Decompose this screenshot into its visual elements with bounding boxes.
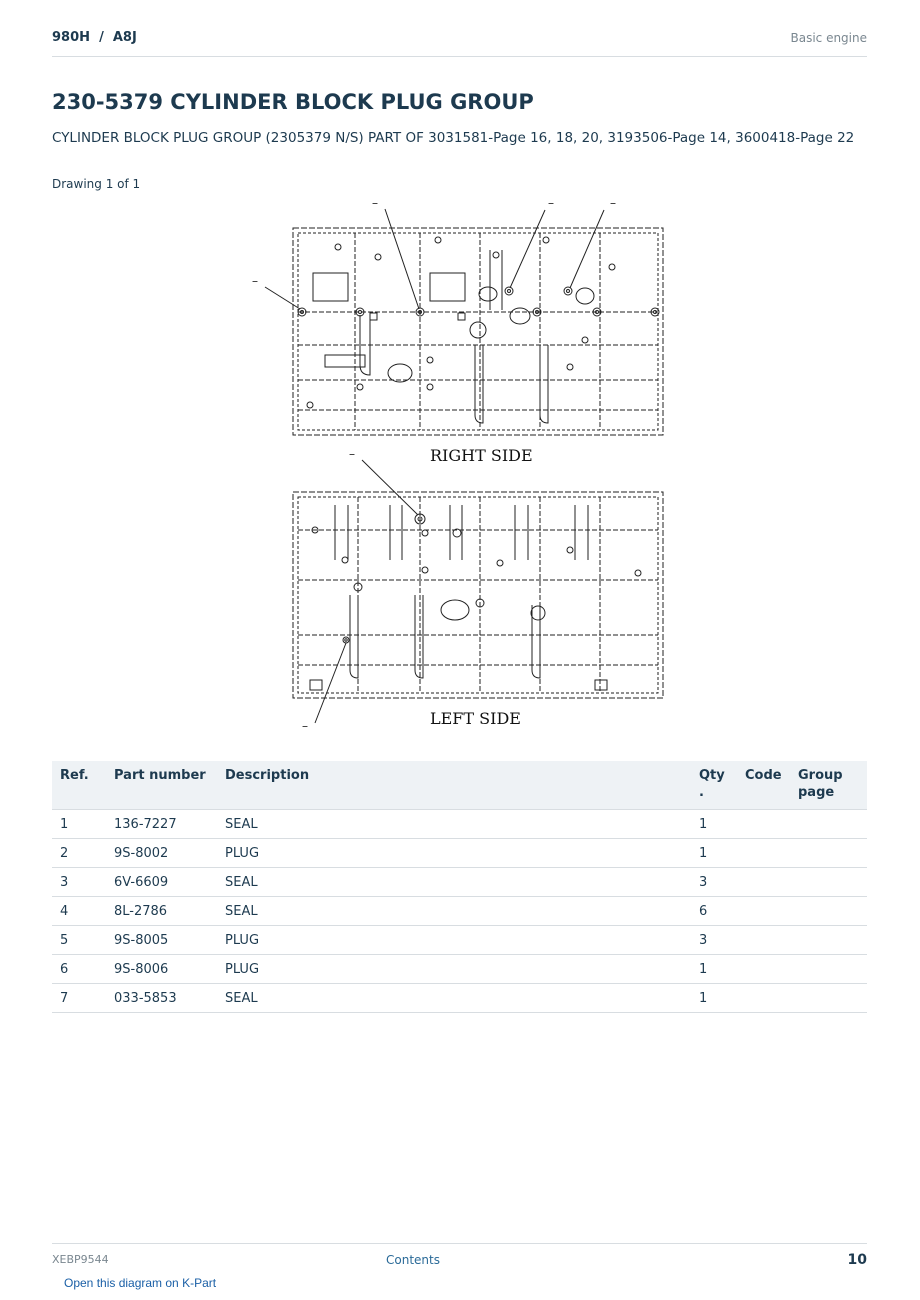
page-subtitle: CYLINDER BLOCK PLUG GROUP (2305379 N/S) PART OF 3031581-Page 16, 18, 20, 3193506-Page 14, 3600418-Page 22 [52,130,855,146]
cell-group-page [790,897,867,926]
parts-diagram [240,195,680,740]
cell-group-page [790,926,867,955]
table-row [52,868,867,897]
cell-ref: 1 [52,810,106,839]
page-title: 230-5379 CYLINDER BLOCK PLUG GROUP [52,90,534,114]
right-side-label: RIGHT SIDE [430,446,533,465]
cell-part-number: 9S-8006 [106,955,217,984]
col-ref: Ref. [52,761,106,810]
left-side-block [293,460,663,723]
cell-ref: 4 [52,897,106,926]
model-label: 980H / A8J [52,30,137,45]
col-part-number: Part number [106,761,217,810]
cell-code [737,897,790,926]
cell-qty: 1 [691,955,737,984]
cell-part-number: 6V-6609 [106,868,217,897]
callout-marker: – [548,196,554,210]
cell-part-number: 9S-8005 [106,926,217,955]
cell-description: SEAL [217,984,691,1013]
table-header-row [52,761,867,810]
cell-ref: 6 [52,955,106,984]
cell-group-page [790,868,867,897]
doc-id: XEBP9544 [52,1253,109,1266]
col-description: Description [217,761,691,810]
callout-marker: – [252,274,258,288]
cell-qty: 3 [691,926,737,955]
cell-code [737,839,790,868]
cell-group-page [790,984,867,1013]
cell-qty: 1 [691,984,737,1013]
col-qty: Qty . [691,761,737,810]
cell-group-page [790,955,867,984]
callout-marker: – [349,447,355,461]
cell-code [737,810,790,839]
cell-part-number: 8L-2786 [106,897,217,926]
page-number: 10 [847,1252,867,1268]
cell-ref: 5 [52,926,106,955]
cell-code [737,868,790,897]
cell-group-page [790,810,867,839]
diagram-svg [240,195,680,740]
cell-code [737,926,790,955]
right-side-block [265,209,663,435]
table-row [52,810,867,839]
cell-ref: 2 [52,839,106,868]
cell-description: SEAL [217,810,691,839]
cell-qty: 3 [691,868,737,897]
contents-link[interactable]: Contents [386,1253,440,1267]
table-row [52,984,867,1013]
cell-description: PLUG [217,839,691,868]
cell-code [737,955,790,984]
cell-description: SEAL [217,897,691,926]
drawing-count: Drawing 1 of 1 [52,177,141,191]
cell-description: SEAL [217,868,691,897]
cell-qty: 6 [691,897,737,926]
page-header [52,28,867,57]
cell-qty: 1 [691,810,737,839]
kpart-link[interactable]: Open this diagram on K-Part [64,1276,217,1290]
callout-marker: – [302,719,308,733]
callout-marker: – [372,196,378,210]
table-row [52,955,867,984]
table-row [52,926,867,955]
table-row [52,897,867,926]
cell-part-number: 136-7227 [106,810,217,839]
cell-group-page [790,839,867,868]
left-side-label: LEFT SIDE [430,709,521,728]
cell-ref: 3 [52,868,106,897]
page-footer [52,1243,867,1274]
parts-table [52,761,867,1013]
section-label: Basic engine [790,31,867,45]
cell-description: PLUG [217,926,691,955]
cell-part-number: 033-5853 [106,984,217,1013]
cell-qty: 1 [691,839,737,868]
cell-code [737,984,790,1013]
cell-description: PLUG [217,955,691,984]
cell-ref: 7 [52,984,106,1013]
callout-marker: – [610,196,616,210]
col-code: Code [737,761,790,810]
col-group-page: Group page [790,761,867,810]
table-row [52,839,867,868]
cell-part-number: 9S-8002 [106,839,217,868]
